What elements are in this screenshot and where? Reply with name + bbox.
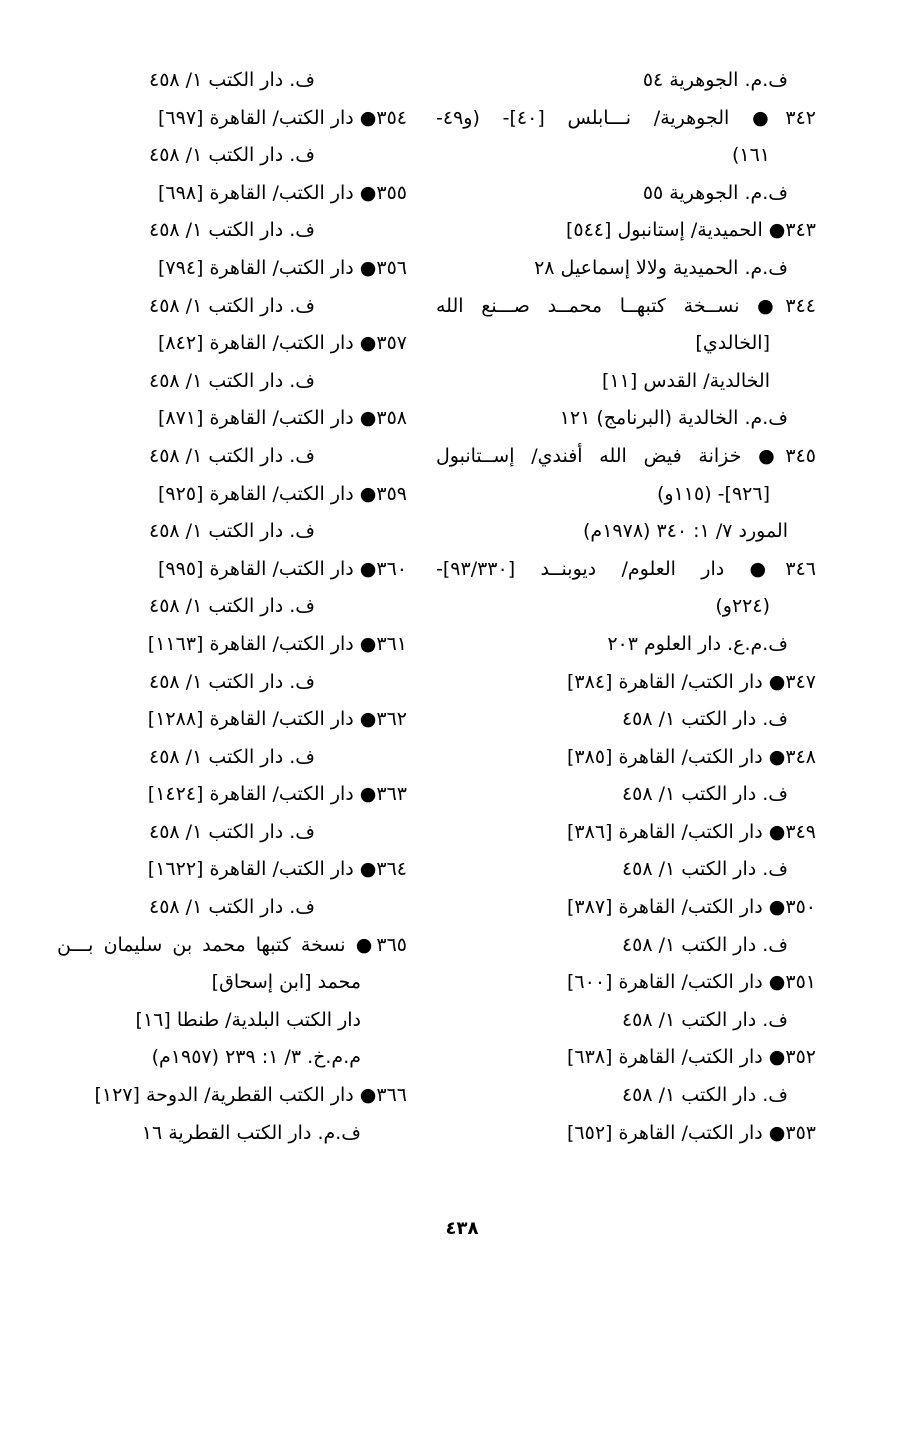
catalog-reference-line: ف. دار الكتب ١/ ٤٥٨ xyxy=(621,1008,788,1031)
catalog-entry-line: ٣٥٥● دار الكتب/ القاهرة [٦٩٨] xyxy=(157,181,407,204)
catalog-reference-line: ف. دار الكتب ١/ ٤٥٨ xyxy=(148,369,316,392)
catalog-reference-line: ف. دار الكتب ١/ ٤٥٨ xyxy=(148,444,316,467)
catalog-reference-line: ف. دار الكتب ١/ ٤٥٨ xyxy=(621,783,788,806)
catalog-entry-line: ٣٥٦● دار الكتب/ القاهرة [٧٩٤] xyxy=(157,256,407,279)
catalog-reference-line: ف. دار الكتب ١/ ٤٥٨ xyxy=(148,294,316,317)
catalog-reference-line: ف. دار الكتب ١/ ٤٥٨ xyxy=(148,219,316,242)
catalog-entry-line: ٣٥١● دار الكتب/ القاهرة [٦٠٠] xyxy=(566,971,816,994)
catalog-entry-line: ٣٥٠● دار الكتب/ القاهرة [٣٨٧] xyxy=(566,896,816,919)
catalog-reference-line: ف.م. الجوهرية ٥٥ xyxy=(642,181,788,204)
catalog-entry-line: ٣٦٥● نسخة كتبها محمد بن سليمان بـــن xyxy=(57,933,407,956)
catalog-reference-line: ف. دار الكتب ١/ ٤٥٨ xyxy=(148,896,316,919)
catalog-reference-line: ف. دار الكتب ١/ ٤٥٨ xyxy=(148,670,316,693)
catalog-entry-line: ٣٤٣● الحميدية/ إستانبول [٥٤٤] xyxy=(565,219,816,242)
catalog-entry-line: ٣٤٩● دار الكتب/ القاهرة [٣٨٦] xyxy=(566,820,816,843)
catalog-reference-line: ١٦١) xyxy=(731,144,770,167)
catalog-entry-line: ٣٤٧● دار الكتب/ القاهرة [٣٨٤] xyxy=(566,670,816,693)
catalog-reference-line: ف. دار الكتب ١/ ٤٥٨ xyxy=(148,820,316,843)
catalog-entry-line: ٣٦٠● دار الكتب/ القاهرة [٩٩٥] xyxy=(157,557,407,580)
right-column xyxy=(436,62,816,1152)
catalog-entry-line: ٣٦٣● دار الكتب/ القاهرة [١٤٢٤] xyxy=(147,783,407,806)
catalog-entry-line: ٣٥٣● دار الكتب/ القاهرة [٦٥٢] xyxy=(566,1121,816,1144)
catalog-reference-line: ف. دار الكتب ١/ ٤٥٨ xyxy=(148,595,316,618)
catalog-reference-line: دار الكتب البلدية/ طنطا [١٦] xyxy=(135,1008,361,1031)
catalog-reference-line: ف. دار الكتب ١/ ٤٥٨ xyxy=(148,745,316,768)
catalog-reference-line: المورد ٧/ ١: ٣٤٠ (١٩٧٨م) xyxy=(583,520,788,543)
catalog-entry-line: ٣٥٩● دار الكتب/ القاهرة [٩٢٥] xyxy=(157,482,407,505)
catalog-reference-line: [الخالدي] xyxy=(695,332,770,355)
left-column xyxy=(57,62,407,1152)
catalog-entry-line: ٣٥٤● دار الكتب/ القاهرة [٦٩٧] xyxy=(157,106,407,129)
page-number: ٤٣٨ xyxy=(445,1218,479,1239)
catalog-entry-line: ٣٤٨● دار الكتب/ القاهرة [٣٨٥] xyxy=(566,745,816,768)
catalog-entry-line: ٣٤٤● نســخة كتبهــا محمــد صـــنع الله xyxy=(436,294,816,317)
catalog-reference-line: ف. دار الكتب ١/ ٤٥٨ xyxy=(621,708,788,731)
catalog-reference-line: ف. دار الكتب ١/ ٤٥٨ xyxy=(148,69,316,91)
catalog-reference-line: [٩٢٦]- (١١٥و) xyxy=(657,482,770,505)
catalog-reference-line: ف.م. دار الكتب القطرية ١٦ xyxy=(141,1121,361,1144)
catalog-entry-line: ٣٤٥● خزانة فيض الله أفندي/ إســتانبول xyxy=(436,444,816,467)
catalog-entry-line: ٣٤٦● دار العلوم/ ديوبنــد [٩٣/٣٣٠]- xyxy=(436,557,816,580)
catalog-entry-line: ٣٤٢● الجوهرية/ نـــابلس [٤٠]- (و٤٩- xyxy=(436,106,816,129)
catalog-reference-line: ف. دار الكتب ١/ ٤٥٨ xyxy=(148,520,316,543)
catalog-entry-line: ٣٥٨● دار الكتب/ القاهرة [٨٧١] xyxy=(157,407,407,430)
catalog-entry-line: ٣٦١● دار الكتب/ القاهرة [١١٦٣] xyxy=(147,632,407,655)
catalog-entry-line: ٣٥٢● دار الكتب/ القاهرة [٦٣٨] xyxy=(566,1046,816,1069)
catalog-entry-line: ٣٦٦● دار الكتب القطرية/ الدوحة [١٢٧] xyxy=(94,1084,407,1107)
catalog-reference-line: محمد [ابن إسحاق] xyxy=(211,971,361,994)
catalog-reference-line: ف.م. الخالدية (البرنامج) ١٢١ xyxy=(559,407,788,430)
catalog-reference-line: ف. دار الكتب ١/ ٤٥٨ xyxy=(621,933,788,956)
catalog-entry-line: ٣٦٤● دار الكتب/ القاهرة [١٦٢٢] xyxy=(147,858,407,881)
catalog-reference-line: ف. دار الكتب ١/ ٤٥٨ xyxy=(621,1084,788,1107)
catalog-reference-line: م.م.خ. ٣/ ١: ٢٣٩ (١٩٥٧م) xyxy=(151,1046,361,1069)
catalog-reference-line: ف.م. الجوهرية ٥٤ xyxy=(642,69,788,91)
catalog-entry-line: ٣٦٢● دار الكتب/ القاهرة [١٢٨٨] xyxy=(147,708,407,731)
catalog-entry-line: ٣٥٧● دار الكتب/ القاهرة [٨٤٢] xyxy=(157,332,407,355)
catalog-reference-line: الخالدية/ القدس [١١] xyxy=(602,369,770,392)
catalog-reference-line: ف.م.ع. دار العلوم ٢٠٣ xyxy=(607,632,788,655)
catalog-reference-line: (٢٢٤و) xyxy=(715,595,770,618)
catalog-reference-line: ف. دار الكتب ١/ ٤٥٨ xyxy=(621,858,788,881)
catalog-reference-line: ف.م. الحميدية ولالا إسماعيل ٢٨ xyxy=(534,256,788,279)
catalog-reference-line: ف. دار الكتب ١/ ٤٥٨ xyxy=(148,144,316,167)
